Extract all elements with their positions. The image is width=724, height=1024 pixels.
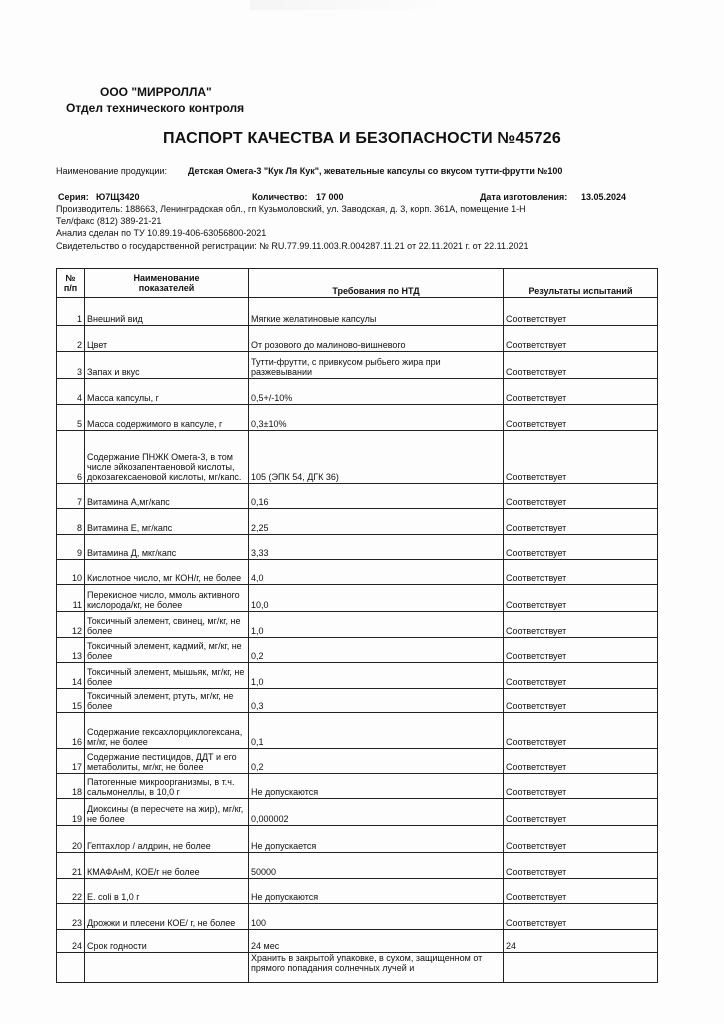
row-result: Соответствует xyxy=(504,879,658,904)
table-row xyxy=(57,879,658,904)
document-title: ПАСПОРТ КАЧЕСТВА И БЕЗОПАСНОСТИ №45726 xyxy=(163,130,561,147)
row-indicator: Токсичный элемент, кадмий, мг/кг, не более xyxy=(85,638,249,663)
row-number: 19 xyxy=(57,799,85,826)
table-header-row xyxy=(57,269,658,298)
col-header-indicator: Наименование показателей xyxy=(85,269,249,298)
table-row xyxy=(57,638,658,663)
row-result: Соответствует xyxy=(504,405,658,431)
row-result: Соответствует xyxy=(504,774,658,799)
row-indicator: E. coli в 1,0 г xyxy=(85,879,249,904)
row-indicator: Токсичный элемент, свинец, мг/кг, не более xyxy=(85,612,249,638)
row-requirement: 3,33 xyxy=(249,535,504,560)
row-requirement: 0,000002 xyxy=(249,799,504,826)
row-number: 4 xyxy=(57,379,85,405)
table-row xyxy=(57,904,658,930)
row-requirement: Не допускаются xyxy=(249,774,504,799)
row-number: 23 xyxy=(57,904,85,930)
row-requirement: От розового до малиново-вишневого xyxy=(249,326,504,352)
table-row xyxy=(57,826,658,853)
row-number: 20 xyxy=(57,826,85,853)
row-indicator: Дрожжи и плесени КОЕ/ г, не более xyxy=(85,904,249,930)
certificate-line: Свидетельство о государственной регистрации: № RU.77.99.11.003.R.004287.11.21 от 22.11.2021 г. от 22.11.2021 xyxy=(56,241,529,251)
row-result: Соответствует xyxy=(504,853,658,879)
row-requirement: 50000 xyxy=(249,853,504,879)
row-number: 3 xyxy=(57,352,85,379)
table-row xyxy=(57,689,658,713)
col-header-number: № п/п xyxy=(57,269,85,298)
row-indicator: Содержание гексахлорциклогексана, мг/кг, не более xyxy=(85,713,249,749)
manufacture-date-label: Дата изготовления: xyxy=(480,192,568,202)
row-number: 12 xyxy=(57,612,85,638)
row-result: Соответствует xyxy=(504,509,658,535)
row-requirement: 1,0 xyxy=(249,663,504,689)
row-requirement: 4,0 xyxy=(249,560,504,585)
row-indicator: Витамина Д, мкг/капс xyxy=(85,535,249,560)
row-result: Соответствует xyxy=(504,826,658,853)
table-row xyxy=(57,560,658,585)
row-indicator: Внешний вид xyxy=(85,298,249,326)
table-row xyxy=(57,612,658,638)
table-row xyxy=(57,352,658,379)
table-row xyxy=(57,509,658,535)
row-result: Соответствует xyxy=(504,379,658,405)
analysis-line: Анализ сделан по ТУ 10.89.19-406-63056800-2021 xyxy=(56,228,267,238)
row-number: 18 xyxy=(57,774,85,799)
table-row xyxy=(57,930,658,953)
row-requirement: 0,16 xyxy=(249,484,504,509)
row-result: Соответствует xyxy=(504,612,658,638)
row-result: Соответствует xyxy=(504,749,658,774)
row-result: Соответствует xyxy=(504,799,658,826)
table-row xyxy=(57,298,658,326)
row-indicator: Токсичный элемент, мышьяк, мг/кг, не более xyxy=(85,663,249,689)
row-result: Соответствует xyxy=(504,535,658,560)
row-requirement: 1,0 xyxy=(249,612,504,638)
row-number: 11 xyxy=(57,585,85,612)
quantity-value: 17 000 xyxy=(316,192,344,202)
row-result: Соответствует xyxy=(504,713,658,749)
row-number: 5 xyxy=(57,405,85,431)
row-number: 13 xyxy=(57,638,85,663)
table-row xyxy=(57,405,658,431)
row-requirement: 2,25 xyxy=(249,509,504,535)
row-number: 9 xyxy=(57,535,85,560)
row-requirement: 10,0 xyxy=(249,585,504,612)
row-result: Соответствует xyxy=(504,638,658,663)
row-result: Соответствует xyxy=(504,352,658,379)
series-label: Серия: xyxy=(58,192,89,202)
row-requirement: 105 (ЭПК 54, ДГК 36) xyxy=(249,431,504,484)
row-indicator: Патогенные микроорганизмы, в т.ч. сальмонеллы, в 10,0 г xyxy=(85,774,249,799)
row-result: Соответствует xyxy=(504,585,658,612)
row-indicator: Диоксины (в пересчете на жир), мг/кг, не более xyxy=(85,799,249,826)
table-row xyxy=(57,379,658,405)
row-requirement: Не допускаются xyxy=(249,879,504,904)
row-number: 2 xyxy=(57,326,85,352)
col-header-results: Результаты испытаний xyxy=(504,269,658,298)
row-number: 16 xyxy=(57,713,85,749)
table-row xyxy=(57,713,658,749)
series-value: Ю7Щ3420 xyxy=(96,192,140,202)
table-row xyxy=(57,585,658,612)
table-row xyxy=(57,431,658,484)
row-indicator: Масса капсулы, г xyxy=(85,379,249,405)
row-number xyxy=(57,953,85,983)
phone-line: Тел/факс (812) 389-21-21 xyxy=(56,216,162,226)
row-indicator: Гептахлор / алдрин, не более xyxy=(85,826,249,853)
table-row xyxy=(57,749,658,774)
col-header-requirements: Требования по НТД xyxy=(249,269,504,298)
row-indicator: Содержание пестицидов, ДДТ и его метаболиты, мг/кг, не более xyxy=(85,749,249,774)
row-indicator: Токсичный элемент, ртуть, мг/кг, не более xyxy=(85,689,249,713)
department-name: Отдел технического контроля xyxy=(66,101,245,115)
row-indicator: Срок годности xyxy=(85,930,249,953)
row-number: 14 xyxy=(57,663,85,689)
row-result: Соответствует xyxy=(504,689,658,713)
quantity-label: Количество: xyxy=(252,192,308,202)
row-indicator: Масса содержимого в капсуле, г xyxy=(85,405,249,431)
row-number: 21 xyxy=(57,853,85,879)
row-requirement: 0,3±10% xyxy=(249,405,504,431)
row-result: Соответствует xyxy=(504,298,658,326)
row-requirement: 0,3 xyxy=(249,689,504,713)
row-indicator: Витамина Е, мг/капс xyxy=(85,509,249,535)
row-indicator: Кислотное число, мг КОН/г, не более xyxy=(85,560,249,585)
row-number: 17 xyxy=(57,749,85,774)
product-label: Наименование продукции: xyxy=(56,166,167,176)
row-result: 24 xyxy=(504,930,658,953)
row-requirement: Мягкие желатиновые капсулы xyxy=(249,298,504,326)
row-result: Соответствует xyxy=(504,904,658,930)
row-result: Соответствует xyxy=(504,431,658,484)
product-value: Детская Омега-3 "Кук Ля Кук", жевательные капсулы со вкусом тутти-фрутти №100 xyxy=(188,166,563,176)
row-requirement: 0,2 xyxy=(249,638,504,663)
row-indicator: Цвет xyxy=(85,326,249,352)
row-indicator: Запах и вкус xyxy=(85,352,249,379)
manufacturer-line: Производитель: 188663, Ленинградская обл., гп Кузьмоловский, ул. Заводская, д. 3, корп. 361А, помещение 1-Н xyxy=(56,204,526,214)
row-requirement: 24 мес xyxy=(249,930,504,953)
row-result: Соответствует xyxy=(504,663,658,689)
table-row xyxy=(57,953,658,983)
table-row xyxy=(57,774,658,799)
row-number: 8 xyxy=(57,509,85,535)
row-requirement: Хранить в закрытой упаковке, в сухом, защищенном от прямого попадания солнечных лучей и xyxy=(249,953,504,983)
row-result: Соответствует xyxy=(504,560,658,585)
row-number: 6 xyxy=(57,431,85,484)
row-number: 15 xyxy=(57,689,85,713)
manufacture-date-value: 13.05.2024 xyxy=(581,192,627,202)
row-requirement: Не допускается xyxy=(249,826,504,853)
row-number: 1 xyxy=(57,298,85,326)
company-name: ООО "МИРРОЛЛА" xyxy=(100,85,212,99)
row-requirement: 0,2 xyxy=(249,749,504,774)
row-result: Соответствует xyxy=(504,326,658,352)
row-result: Соответствует xyxy=(504,484,658,509)
row-number: 7 xyxy=(57,484,85,509)
row-indicator: КМАФАнМ, КОЕ/г не более xyxy=(85,853,249,879)
row-indicator: Перекисное число, ммоль активного кислорода/кг, не более xyxy=(85,585,249,612)
row-requirement: 0,1 xyxy=(249,713,504,749)
row-number: 10 xyxy=(57,560,85,585)
row-requirement: 100 xyxy=(249,904,504,930)
table-row xyxy=(57,799,658,826)
row-indicator: Витамина А,мг/капс xyxy=(85,484,249,509)
row-number: 24 xyxy=(57,930,85,953)
table-row xyxy=(57,535,658,560)
row-result xyxy=(504,953,658,983)
row-indicator: Содержание ПНЖК Омега-3, в том числе эйкозапентаеновой кислоты, докозагексаеновой кислоты, мг/капс. xyxy=(85,431,249,484)
scan-artifact xyxy=(250,0,450,10)
row-number: 22 xyxy=(57,879,85,904)
row-indicator xyxy=(85,953,249,983)
row-requirement: Тутти-фрутти, с привкусом рыбьего жира при разжевывании xyxy=(249,352,504,379)
table-row xyxy=(57,853,658,879)
quality-table xyxy=(56,268,658,983)
table-row xyxy=(57,663,658,689)
table-row xyxy=(57,484,658,509)
row-requirement: 0,5+/-10% xyxy=(249,379,504,405)
table-row xyxy=(57,326,658,352)
